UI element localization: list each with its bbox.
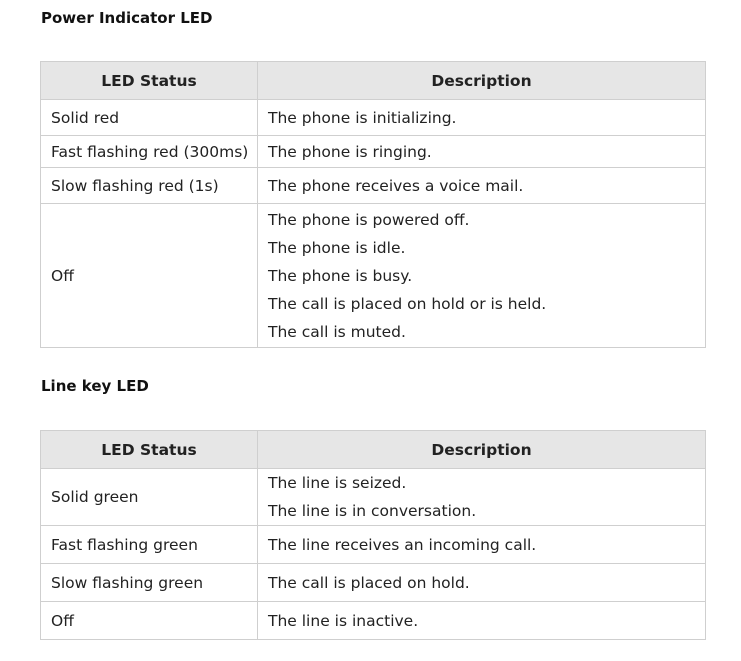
description-cell bbox=[258, 204, 706, 348]
description-text: The phone is initializing. bbox=[268, 108, 457, 127]
description-header: Description bbox=[258, 62, 706, 100]
led-status-header: LED Status bbox=[41, 62, 258, 100]
table-row bbox=[41, 564, 706, 602]
table-header-row bbox=[41, 62, 706, 100]
table-row bbox=[41, 469, 706, 526]
line-key-led-heading: Line key LED bbox=[41, 377, 149, 395]
description-line: The line is in conversation. bbox=[268, 502, 477, 520]
led-status-cell: Solid green bbox=[41, 469, 258, 526]
power-indicator-led-table bbox=[40, 61, 706, 348]
description-cell bbox=[258, 168, 706, 204]
led-status-header: LED Status bbox=[41, 431, 258, 469]
description-line: The phone is idle. bbox=[268, 238, 406, 257]
led-status-cell: Slow flashing green bbox=[41, 564, 258, 602]
description-line: The call is muted. bbox=[268, 322, 406, 341]
description-cell bbox=[258, 602, 706, 640]
description-cell bbox=[258, 564, 706, 602]
description-text: The phone is ringing. bbox=[268, 142, 432, 161]
description-header: Description bbox=[258, 431, 706, 469]
description-line: The phone is busy. bbox=[268, 266, 413, 285]
description-text: The line is inactive. bbox=[268, 611, 419, 630]
power-indicator-led-heading: Power Indicator LED bbox=[41, 9, 213, 27]
description-cell bbox=[258, 100, 706, 136]
table-header-row bbox=[41, 431, 706, 469]
description-text: The call is placed on hold. bbox=[268, 573, 470, 592]
table-row bbox=[41, 602, 706, 640]
table-row bbox=[41, 204, 706, 348]
description-cell bbox=[258, 526, 706, 564]
led-status-cell: Off bbox=[41, 602, 258, 640]
line-key-led-table bbox=[40, 430, 706, 640]
led-status-cell: Fast flashing green bbox=[41, 526, 258, 564]
led-status-cell: Slow flashing red (1s) bbox=[41, 168, 258, 204]
description-text: The line receives an incoming call. bbox=[268, 535, 537, 554]
description-line: The call is placed on hold or is held. bbox=[268, 294, 547, 313]
led-status-cell: Fast flashing red (300ms) bbox=[41, 136, 258, 168]
table-row bbox=[41, 526, 706, 564]
led-status-cell: Solid red bbox=[41, 100, 258, 136]
description-text: The phone receives a voice mail. bbox=[268, 176, 524, 195]
table-row bbox=[41, 136, 706, 168]
description-cell bbox=[258, 136, 706, 168]
description-cell bbox=[258, 469, 706, 526]
table-row bbox=[41, 168, 706, 204]
description-line: The line is seized. bbox=[268, 474, 407, 492]
table-row bbox=[41, 100, 706, 136]
led-status-cell: Off bbox=[41, 204, 258, 348]
description-line: The phone is powered off. bbox=[268, 210, 470, 229]
